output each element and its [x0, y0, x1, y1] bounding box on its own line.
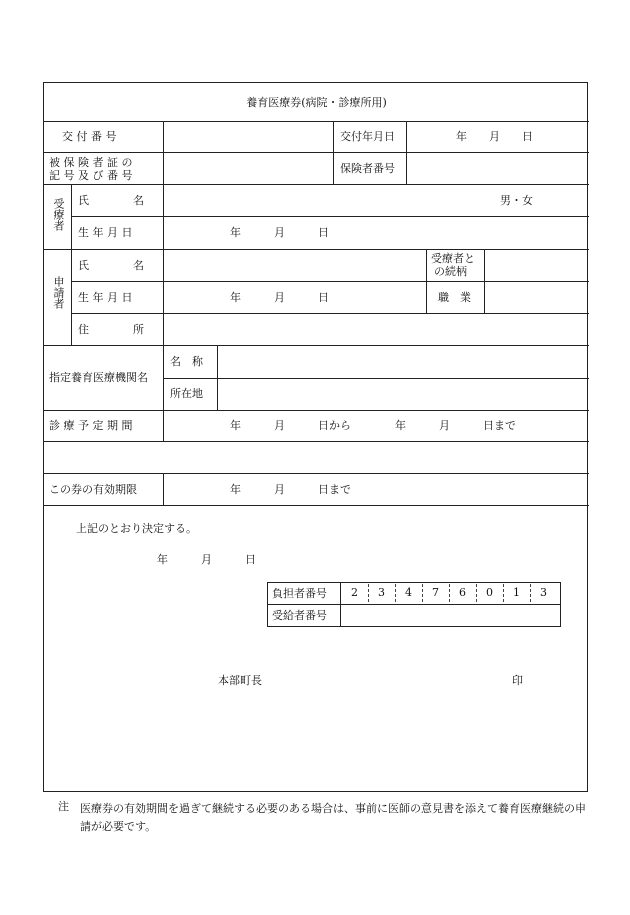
rule — [217, 345, 218, 410]
occupation-label: 職 業 — [438, 291, 471, 304]
applicant-birth-value: 年 月 日 — [230, 291, 329, 304]
seal-mark: 印 — [512, 674, 523, 687]
burden-number-digits — [341, 583, 560, 604]
rule — [484, 249, 485, 313]
rule — [44, 441, 589, 442]
rule — [71, 281, 589, 282]
rule — [44, 410, 589, 411]
rule — [163, 249, 164, 345]
note-text: 医療券の有効期間を過ぎて継続する必要のある場合は、事前に医師の意見書を添えて養育医療継続の申請が必要です。 — [80, 802, 586, 833]
rule — [163, 121, 164, 249]
number-box — [267, 582, 561, 627]
decision-text: 上記のとおり決定する。 — [76, 522, 197, 535]
patient-group-label: 受療者 — [52, 198, 65, 231]
rule — [71, 184, 72, 345]
rule — [71, 313, 589, 314]
rule — [44, 473, 589, 474]
insurance-card-label-2: 記 号 及 び 番 号 — [49, 169, 133, 182]
issuer-name: 本部町長 — [218, 674, 262, 687]
issue-number-label: 交 付 番 号 — [62, 130, 117, 143]
burden-digit: 3 — [540, 586, 547, 599]
insurer-number-label: 保険者番号 — [340, 162, 395, 175]
applicant-group-label: 申請者 — [52, 276, 65, 309]
relation-label-2: の続柄 — [434, 265, 467, 278]
issue-date-label: 交付年月日 — [340, 130, 395, 143]
applicant-name-label: 氏 名 — [78, 259, 144, 272]
rule — [163, 473, 164, 505]
burden-digit: 0 — [486, 586, 493, 599]
issue-date-value: 年 月 日 — [456, 130, 533, 143]
patient-birth-label: 生 年 月 日 — [78, 226, 133, 239]
burden-number-label: 負担者番号 — [272, 587, 327, 600]
decision-date: 年 月 日 — [157, 553, 256, 566]
rule — [333, 121, 334, 184]
patient-birth-value: 年 月 日 — [230, 226, 329, 239]
rule — [163, 378, 589, 379]
institution-label: 指定養育医療機関名 — [49, 371, 148, 384]
rule — [406, 121, 407, 184]
applicant-birth-label: 生 年 月 日 — [78, 291, 133, 304]
burden-digit: 4 — [405, 586, 412, 599]
rule — [426, 249, 427, 313]
burden-digit: 3 — [378, 586, 385, 599]
burden-digit: 2 — [351, 586, 358, 599]
rule — [44, 249, 589, 250]
note-mark: 注 — [58, 800, 69, 813]
rule — [44, 121, 589, 122]
patient-name-label: 氏 名 — [78, 194, 144, 207]
validity-label: この券の有効期限 — [49, 483, 137, 496]
burden-digit: 7 — [432, 586, 439, 599]
treatment-period-value: 年 月 日から 年 月 日まで — [230, 419, 516, 432]
patient-sex-value: 男・女 — [500, 194, 533, 207]
validity-value: 年 月 日まで — [230, 483, 351, 496]
rule — [44, 152, 589, 153]
form-title: 養育医療券(病院・診療所用) — [246, 96, 387, 109]
relation-label-1: 受療者と — [431, 252, 475, 265]
rule — [71, 216, 589, 217]
institution-name-label: 名 称 — [170, 355, 203, 368]
institution-address-label: 所在地 — [170, 387, 203, 400]
rule — [268, 604, 560, 605]
recipient-number-label: 受給者番号 — [272, 609, 327, 622]
rule — [44, 184, 589, 185]
rule — [44, 345, 589, 346]
medical-coupon-form — [43, 82, 588, 792]
burden-digit: 6 — [459, 586, 466, 599]
burden-digit: 1 — [513, 586, 520, 599]
treatment-period-label: 診 療 予 定 期 間 — [49, 419, 133, 432]
applicant-address-label: 住 所 — [78, 323, 144, 336]
rule — [44, 505, 589, 506]
rule — [163, 410, 164, 441]
insurance-card-label-1: 被 保 険 者 証 の — [49, 156, 133, 169]
rule — [163, 345, 164, 410]
